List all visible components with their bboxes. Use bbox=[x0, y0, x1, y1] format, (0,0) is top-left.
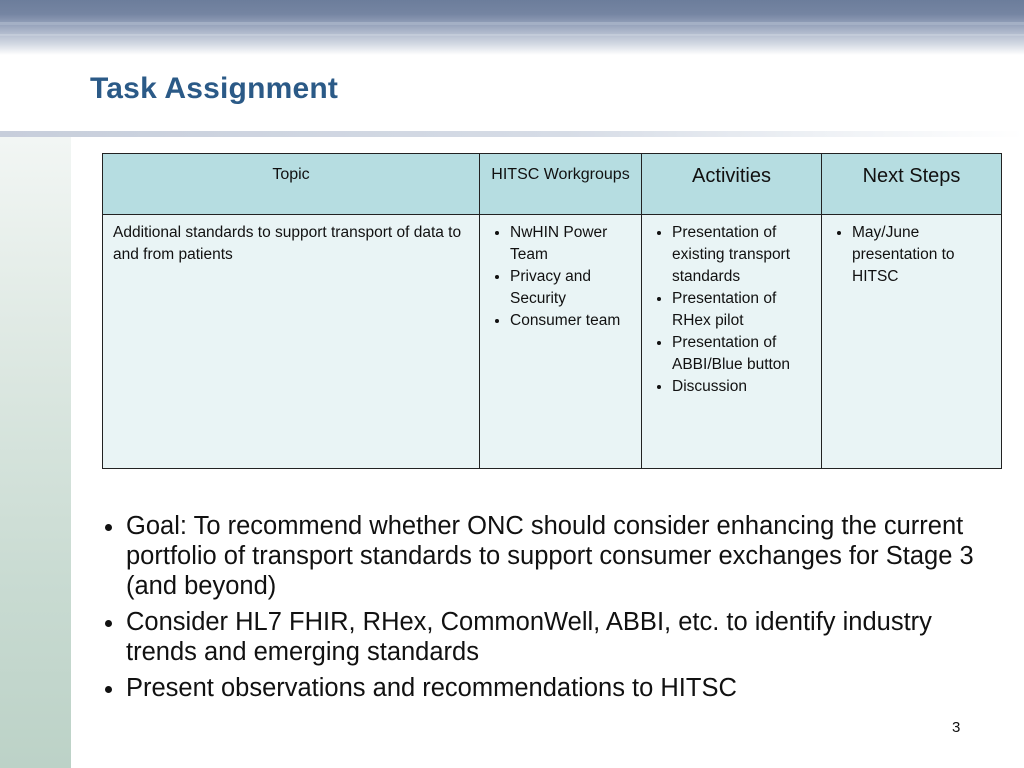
title-divider bbox=[0, 131, 1024, 137]
list-item: • May/June presentation to HITSC bbox=[852, 222, 997, 288]
cell-topic: Additional standards to support transport of data to and from patients bbox=[103, 215, 480, 469]
slide-title: Task Assignment bbox=[90, 72, 339, 105]
table-row bbox=[103, 215, 1002, 469]
left-decorative-strip bbox=[0, 137, 71, 768]
goal-bullet: • Goal: To recommend whether ONC should consider enhancing the current portfolio of transport standards to support consumer exchanges for Stage 3 (and beyond) bbox=[126, 511, 986, 601]
list-item: • Consumer team bbox=[510, 310, 637, 332]
page-number: 3 bbox=[952, 719, 961, 736]
header-stripe bbox=[0, 34, 1024, 36]
task-table bbox=[102, 153, 1002, 469]
list-item: • Privacy and Security bbox=[510, 266, 637, 310]
list-item: • Presentation of ABBI/Blue button bbox=[672, 332, 817, 376]
cell-workgroups bbox=[480, 215, 642, 469]
goal-bullet: • Present observations and recommendations to HITSC bbox=[126, 673, 986, 703]
cell-activities bbox=[642, 215, 822, 469]
list-item: • NwHIN Power Team bbox=[510, 222, 637, 266]
table-header-row bbox=[103, 154, 1002, 215]
list-item: • Presentation of RHex pilot bbox=[672, 288, 817, 332]
header-next-steps: Next Steps bbox=[822, 154, 1002, 215]
header-activities: Activities bbox=[642, 154, 822, 215]
cell-next-steps bbox=[822, 215, 1002, 469]
header-band bbox=[0, 0, 1024, 55]
goal-bullet-list bbox=[88, 511, 986, 709]
goal-bullet: • Consider HL7 FHIR, RHex, CommonWell, ABBI, etc. to identify industry trends and emerging standards bbox=[126, 607, 986, 667]
list-item: • Presentation of existing transport standards bbox=[672, 222, 817, 288]
header-workgroups: HITSC Workgroups bbox=[480, 154, 642, 215]
header-topic: Topic bbox=[103, 154, 480, 215]
header-stripe bbox=[0, 22, 1024, 25]
list-item: • Discussion bbox=[672, 376, 817, 398]
